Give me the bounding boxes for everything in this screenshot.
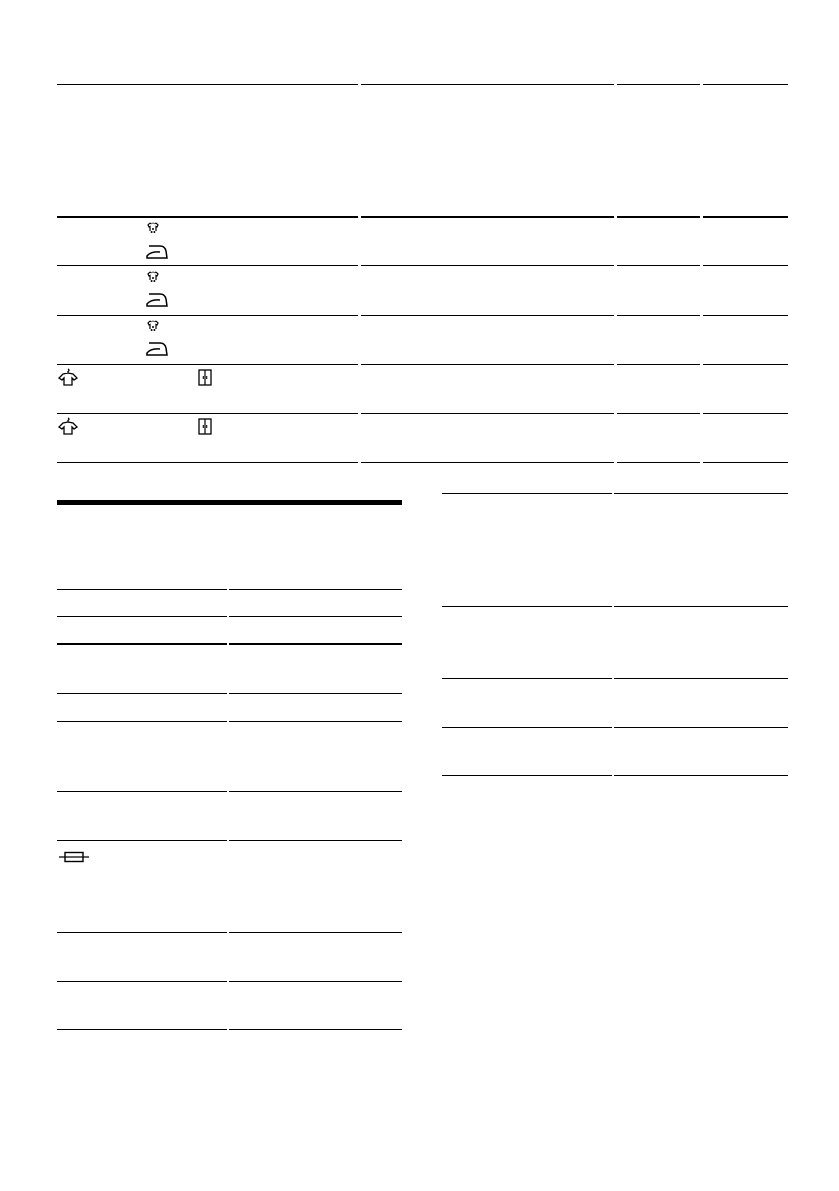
iron-icon (145, 339, 169, 357)
left-table-rule (229, 589, 402, 590)
hanger-shirt-icon (57, 417, 79, 435)
left-table-bottom-rule (57, 1029, 227, 1030)
top-table-bottom-rule (617, 462, 700, 463)
left-table-rule (57, 932, 227, 933)
top-table-bottom-rule (703, 462, 788, 463)
top-table-row-rule (57, 413, 358, 414)
top-table-row-rule (361, 265, 614, 266)
top-table-bottom-rule (57, 462, 358, 463)
top-table-row-rule (361, 364, 614, 365)
hanger-shirt-icon (57, 368, 79, 386)
top-table-header-rule-col3 (617, 84, 700, 85)
top-table-row-rule (703, 315, 788, 316)
iron-icon (145, 242, 169, 260)
top-table-row-rule (617, 315, 700, 316)
wardrobe-icon (198, 369, 212, 386)
left-table-rule (57, 721, 227, 722)
top-table-header-rule-col4 (703, 84, 788, 85)
left-table-rule (57, 693, 227, 694)
left-table-rule (57, 840, 227, 841)
left-table-head-divider (229, 643, 402, 645)
section-heading-rule (57, 500, 402, 505)
right-table-rule (614, 727, 788, 728)
top-table-row-rule (617, 265, 700, 266)
top-table-bottom-rule (361, 462, 614, 463)
top-table-row-rule (57, 315, 358, 316)
wardrobe-icon (198, 418, 212, 435)
top-table-row-rule (703, 265, 788, 266)
steam-shirt-icon (145, 270, 161, 286)
right-table-bottom-rule (442, 775, 612, 776)
top-table-row-rule (57, 265, 358, 266)
iron-icon (145, 290, 169, 308)
top-table-row-rule (617, 413, 700, 414)
top-table-head-divider-col2 (361, 216, 614, 218)
right-table-rule (614, 678, 788, 679)
left-table-rule (229, 840, 402, 841)
top-table-row-rule (617, 364, 700, 365)
top-table-head-divider-col1 (57, 216, 358, 218)
right-table-rule (442, 727, 612, 728)
fuse-icon (59, 851, 89, 863)
left-table-rule (57, 981, 227, 982)
top-table-row-rule (703, 413, 788, 414)
right-table-rule (442, 606, 612, 607)
left-table-rule (229, 693, 402, 694)
left-table-rule (229, 981, 402, 982)
right-table-bottom-rule (614, 775, 788, 776)
left-table-bottom-rule (229, 1029, 402, 1030)
top-table-header-rule-col1 (57, 84, 358, 85)
right-table-rule (614, 493, 788, 494)
left-table-rule (57, 791, 227, 792)
top-table-row-rule (361, 315, 614, 316)
right-table-rule (614, 606, 788, 607)
left-table-head-divider (57, 643, 227, 645)
top-table-row-rule (361, 413, 614, 414)
top-table-head-divider-col4 (703, 216, 788, 218)
left-table-rule (57, 616, 227, 617)
steam-shirt-icon (145, 319, 161, 335)
left-table-rule (229, 721, 402, 722)
left-table-rule (229, 616, 402, 617)
left-table-rule (57, 589, 227, 590)
top-table-head-divider-col3 (617, 216, 700, 218)
top-table-header-rule-col2 (361, 84, 614, 85)
right-table-rule (442, 493, 612, 494)
top-table-row-rule (703, 364, 788, 365)
top-table-row-rule (57, 364, 358, 365)
left-table-rule (229, 791, 402, 792)
left-table-rule (229, 932, 402, 933)
right-table-rule (442, 678, 612, 679)
steam-shirt-icon (145, 221, 161, 237)
